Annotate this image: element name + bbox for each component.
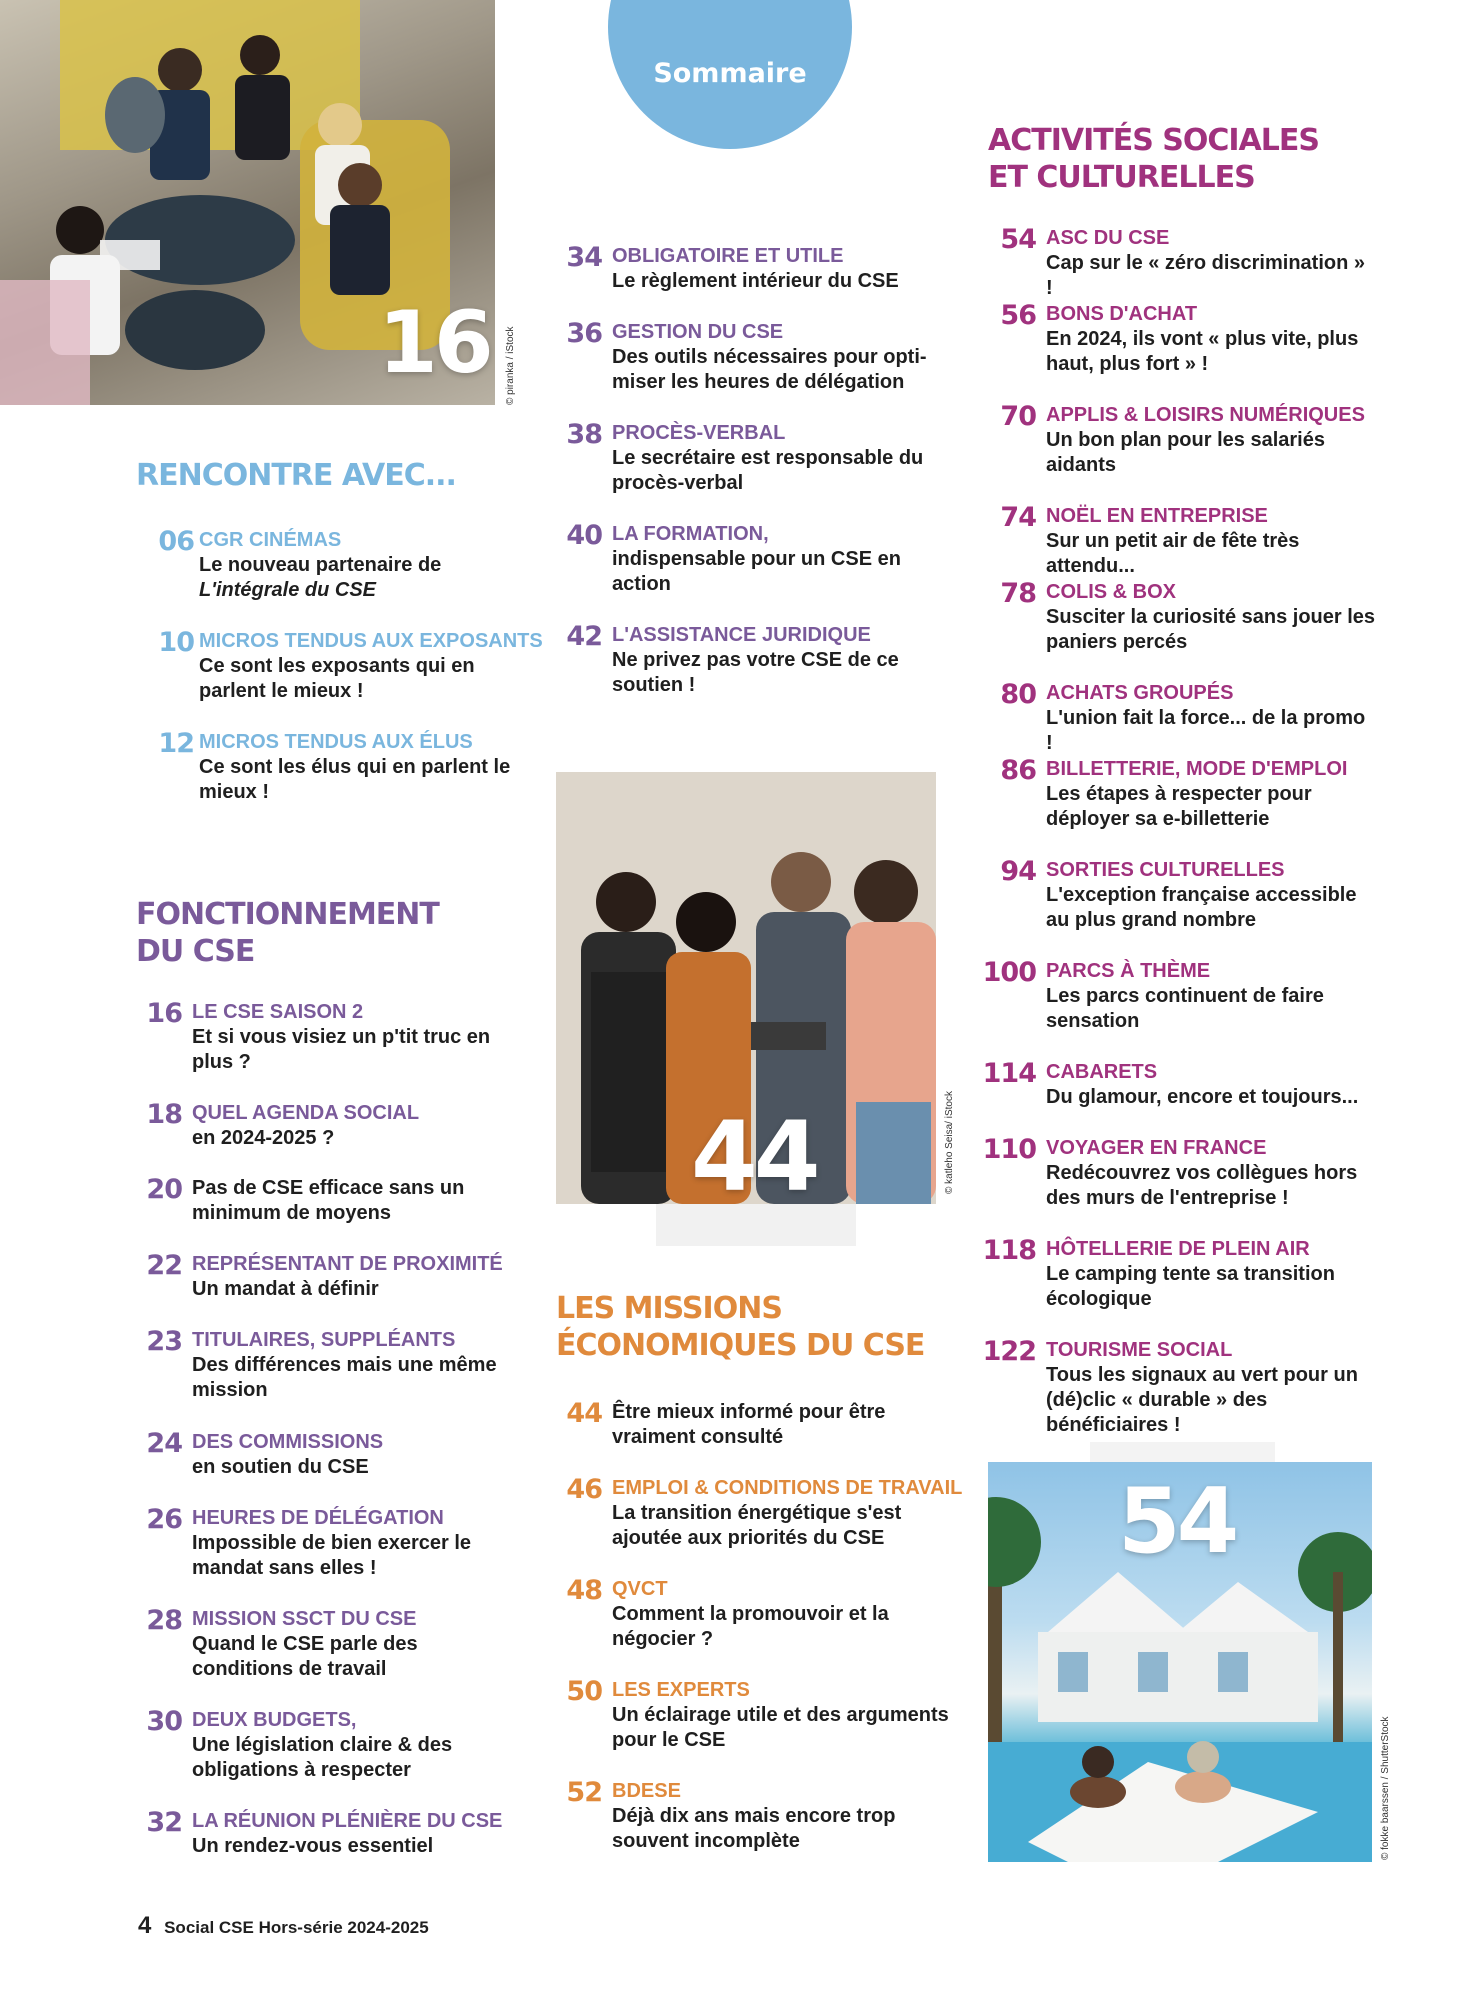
toc-page-number: 42 bbox=[566, 621, 602, 652]
team-photo bbox=[556, 772, 936, 1204]
toc-description: Un bon plan pour les salariés aidants bbox=[1046, 429, 1325, 476]
toc-page-number: 74 bbox=[1000, 502, 1036, 533]
meeting-photo-number: 16 bbox=[378, 293, 490, 393]
resort-photo-credit: © fokke baarssen / ShutterStock bbox=[1380, 1716, 1391, 1860]
toc-page-number: 50 bbox=[566, 1676, 602, 1707]
toc-page-number: 78 bbox=[1000, 578, 1036, 609]
toc-heading: BILLETTERIE, MODE D'EMPLOI bbox=[1046, 758, 1348, 780]
toc-description: Un éclairage utile et des arguments pour le CSE bbox=[612, 1704, 949, 1751]
toc-page-number: 30 bbox=[146, 1706, 182, 1737]
fonctionnement-section-title: FONCTIONNEMENT DU CSE bbox=[136, 897, 439, 969]
toc-heading: DEUX BUDGETS, bbox=[192, 1709, 357, 1731]
toc-description: en soutien du CSE bbox=[192, 1456, 369, 1478]
toc-page-number: 34 bbox=[566, 242, 602, 273]
toc-description: Comment la promouvoir et la négocier ? bbox=[612, 1603, 889, 1650]
toc-heading: ACHATS GROUPÉS bbox=[1046, 682, 1234, 704]
toc-heading: CABARETS bbox=[1046, 1061, 1158, 1083]
toc-description: L'exception française accessible au plus grand nombre bbox=[1046, 884, 1357, 931]
toc-description: Les étapes à respecter pour déployer sa e-billetterie bbox=[1046, 783, 1312, 830]
toc-description: Ne privez pas votre CSE de ce soutien ! bbox=[612, 649, 899, 696]
publication-name: Social CSE Hors-série 2024-2025 bbox=[164, 1918, 429, 1937]
toc-description: Ce sont les élus qui en parlent le mieux ! bbox=[199, 756, 511, 803]
toc-page-number: 114 bbox=[982, 1058, 1036, 1089]
resort-photo-number: 54 bbox=[1118, 1469, 1236, 1574]
toc-description: Le camping tente sa transition écologique bbox=[1046, 1263, 1335, 1310]
toc-heading: PARCS À THÈME bbox=[1046, 960, 1211, 982]
toc-description: Une législation claire & des obligations à respecter bbox=[192, 1734, 453, 1781]
toc-page-number: 12 bbox=[158, 728, 194, 759]
toc-description: Le nouveau partenaire de L'intégrale du CSE bbox=[199, 554, 442, 601]
toc-heading: APPLIS & LOISIRS NUMÉRIQUES bbox=[1046, 404, 1365, 426]
toc-page-number: 110 bbox=[982, 1134, 1036, 1165]
toc-heading: BDESE bbox=[612, 1780, 681, 1802]
toc-page-number: 18 bbox=[146, 1099, 182, 1130]
toc-page-number: 48 bbox=[566, 1575, 602, 1606]
toc-page-number: 32 bbox=[146, 1807, 182, 1838]
toc-description: Des différences mais une même mission bbox=[192, 1354, 497, 1401]
meeting-photo bbox=[0, 0, 495, 405]
toc-heading: ASC DU CSE bbox=[1046, 227, 1170, 249]
toc-description: Être mieux informé pour être vraiment consulté bbox=[612, 1401, 886, 1448]
toc-description: En 2024, ils vont « plus vite, plus haut, plus fort » ! bbox=[1046, 328, 1359, 375]
toc-heading: QUEL AGENDA SOCIAL bbox=[192, 1102, 420, 1124]
toc-heading: LE CSE SAISON 2 bbox=[192, 1001, 364, 1023]
toc-page-number: 23 bbox=[146, 1326, 182, 1357]
toc-description: Susciter la curiosité sans jouer les paniers percés bbox=[1046, 606, 1376, 653]
toc-description: Sur un petit air de fête très attendu... bbox=[1046, 530, 1300, 577]
toc-page-number: 118 bbox=[982, 1235, 1036, 1266]
toc-heading: LES EXPERTS bbox=[612, 1679, 750, 1701]
toc-description: indispensable pour un CSE en action bbox=[612, 548, 901, 595]
toc-heading: OBLIGATOIRE ET UTILE bbox=[612, 245, 844, 267]
toc-description: Déjà dix ans mais encore trop souvent incomplète bbox=[612, 1805, 896, 1852]
toc-heading: LA RÉUNION PLÉNIÈRE DU CSE bbox=[192, 1810, 503, 1832]
toc-heading: MISSION SSCT DU CSE bbox=[192, 1608, 417, 1630]
toc-description: Le règlement intérieur du CSE bbox=[612, 270, 899, 292]
toc-description: Cap sur le « zéro discrimination » ! bbox=[1046, 252, 1365, 299]
toc-page-number: 22 bbox=[146, 1250, 182, 1281]
toc-description: Pas de CSE efficace sans un minimum de moyens bbox=[192, 1177, 465, 1224]
toc-heading: MICROS TENDUS AUX EXPOSANTS bbox=[199, 630, 543, 652]
toc-page-number: 44 bbox=[566, 1398, 602, 1429]
toc-heading: MICROS TENDUS AUX ÉLUS bbox=[199, 731, 473, 753]
toc-heading: BONS D'ACHAT bbox=[1046, 303, 1198, 325]
toc-page-number: 122 bbox=[982, 1336, 1036, 1367]
team-photo-number: 44 bbox=[691, 1101, 817, 1204]
meeting-photo-credit: © piranka / iStock bbox=[505, 326, 516, 405]
toc-page-number: 36 bbox=[566, 318, 602, 349]
toc-description: L'union fait la force... de la promo ! bbox=[1046, 707, 1366, 754]
toc-heading: DES COMMISSIONS bbox=[192, 1431, 384, 1453]
team-photo-credit: © katleho Seisa/ iStock bbox=[944, 1091, 955, 1194]
toc-heading: HEURES DE DÉLÉGATION bbox=[192, 1507, 444, 1529]
toc-description: Des outils nécessaires pour opti-miser les heures de délégation bbox=[612, 346, 927, 393]
toc-page-number: 54 bbox=[1000, 224, 1036, 255]
toc-heading: SORTIES CULTURELLES bbox=[1046, 859, 1285, 881]
rencontre-section-title: RENCONTRE AVEC... bbox=[136, 458, 456, 493]
page-number: 4 bbox=[138, 1912, 152, 1939]
toc-description: Un rendez-vous essentiel bbox=[192, 1835, 434, 1857]
toc-page-number: 40 bbox=[566, 520, 602, 551]
toc-heading: CGR CINÉMAS bbox=[199, 529, 342, 551]
sommaire-title: Sommaire bbox=[653, 58, 807, 89]
toc-page-number: 94 bbox=[1000, 856, 1036, 887]
toc-heading: EMPLOI & CONDITIONS DE TRAVAIL bbox=[612, 1477, 963, 1499]
toc-heading: LA FORMATION, bbox=[612, 523, 769, 545]
toc-description: Redécouvrez vos collègues hors des murs de l'entreprise ! bbox=[1046, 1162, 1358, 1209]
page-footer bbox=[138, 1912, 429, 1940]
toc-heading: PROCÈS-VERBAL bbox=[612, 422, 786, 444]
toc-description: Quand le CSE parle des conditions de travail bbox=[192, 1633, 418, 1680]
missions-section-title: LES MISSIONS ÉCONOMIQUES DU CSE bbox=[556, 1291, 925, 1363]
toc-heading: QVCT bbox=[612, 1578, 668, 1600]
toc-page-number: 100 bbox=[982, 957, 1036, 988]
toc-page-number: 10 bbox=[158, 627, 194, 658]
toc-page-number: 70 bbox=[1000, 401, 1036, 432]
toc-page-number: 20 bbox=[146, 1174, 182, 1205]
toc-heading: GESTION DU CSE bbox=[612, 321, 784, 343]
toc-description: Un mandat à définir bbox=[192, 1278, 379, 1300]
team-photo-shadow bbox=[656, 1204, 856, 1246]
toc-page-number: 26 bbox=[146, 1504, 182, 1535]
toc-heading: NOËL EN ENTREPRISE bbox=[1046, 505, 1268, 527]
toc-description: La transition énergétique s'est ajoutée aux priorités du CSE bbox=[612, 1502, 902, 1549]
toc-description: Impossible de bien exercer le mandat sans elles ! bbox=[192, 1532, 472, 1579]
toc-description: Du glamour, encore et toujours... bbox=[1046, 1086, 1359, 1108]
toc-description: en 2024-2025 ? bbox=[192, 1127, 335, 1149]
toc-heading: REPRÉSENTANT DE PROXIMITÉ bbox=[192, 1253, 503, 1275]
toc-page-number: 56 bbox=[1000, 300, 1036, 331]
toc-page-number: 86 bbox=[1000, 755, 1036, 786]
toc-heading: TOURISME SOCIAL bbox=[1046, 1339, 1233, 1361]
toc-page-number: 28 bbox=[146, 1605, 182, 1636]
toc-heading: TITULAIRES, SUPPLÉANTS bbox=[192, 1329, 456, 1351]
toc-description: Tous les signaux au vert pour un (dé)clic « durable » des bénéficiaires ! bbox=[1046, 1364, 1358, 1436]
toc-description: Le secrétaire est responsable du procès-verbal bbox=[612, 447, 924, 494]
toc-description: Et si vous visiez un p'tit truc en plus ? bbox=[192, 1026, 491, 1073]
toc-heading: L'ASSISTANCE JURIDIQUE bbox=[612, 624, 871, 646]
toc-page-number: 38 bbox=[566, 419, 602, 450]
toc-heading: HÔTELLERIE DE PLEIN AIR bbox=[1046, 1238, 1310, 1260]
resort-photo bbox=[988, 1462, 1372, 1862]
toc-description: Ce sont les exposants qui en parlent le mieux ! bbox=[199, 655, 475, 702]
activites-section-title: ACTIVITÉS SOCIALES ET CULTURELLES bbox=[988, 123, 1319, 195]
toc-heading: VOYAGER EN FRANCE bbox=[1046, 1137, 1267, 1159]
toc-page-number: 06 bbox=[158, 526, 194, 557]
toc-description: Les parcs continuent de faire sensation bbox=[1046, 985, 1324, 1032]
toc-heading: COLIS & BOX bbox=[1046, 581, 1177, 603]
toc-page-number: 16 bbox=[146, 998, 182, 1029]
toc-page-number: 24 bbox=[146, 1428, 182, 1459]
toc-page-number: 52 bbox=[566, 1777, 602, 1808]
toc-page-number: 80 bbox=[1000, 679, 1036, 710]
toc-page-number: 46 bbox=[566, 1474, 602, 1505]
